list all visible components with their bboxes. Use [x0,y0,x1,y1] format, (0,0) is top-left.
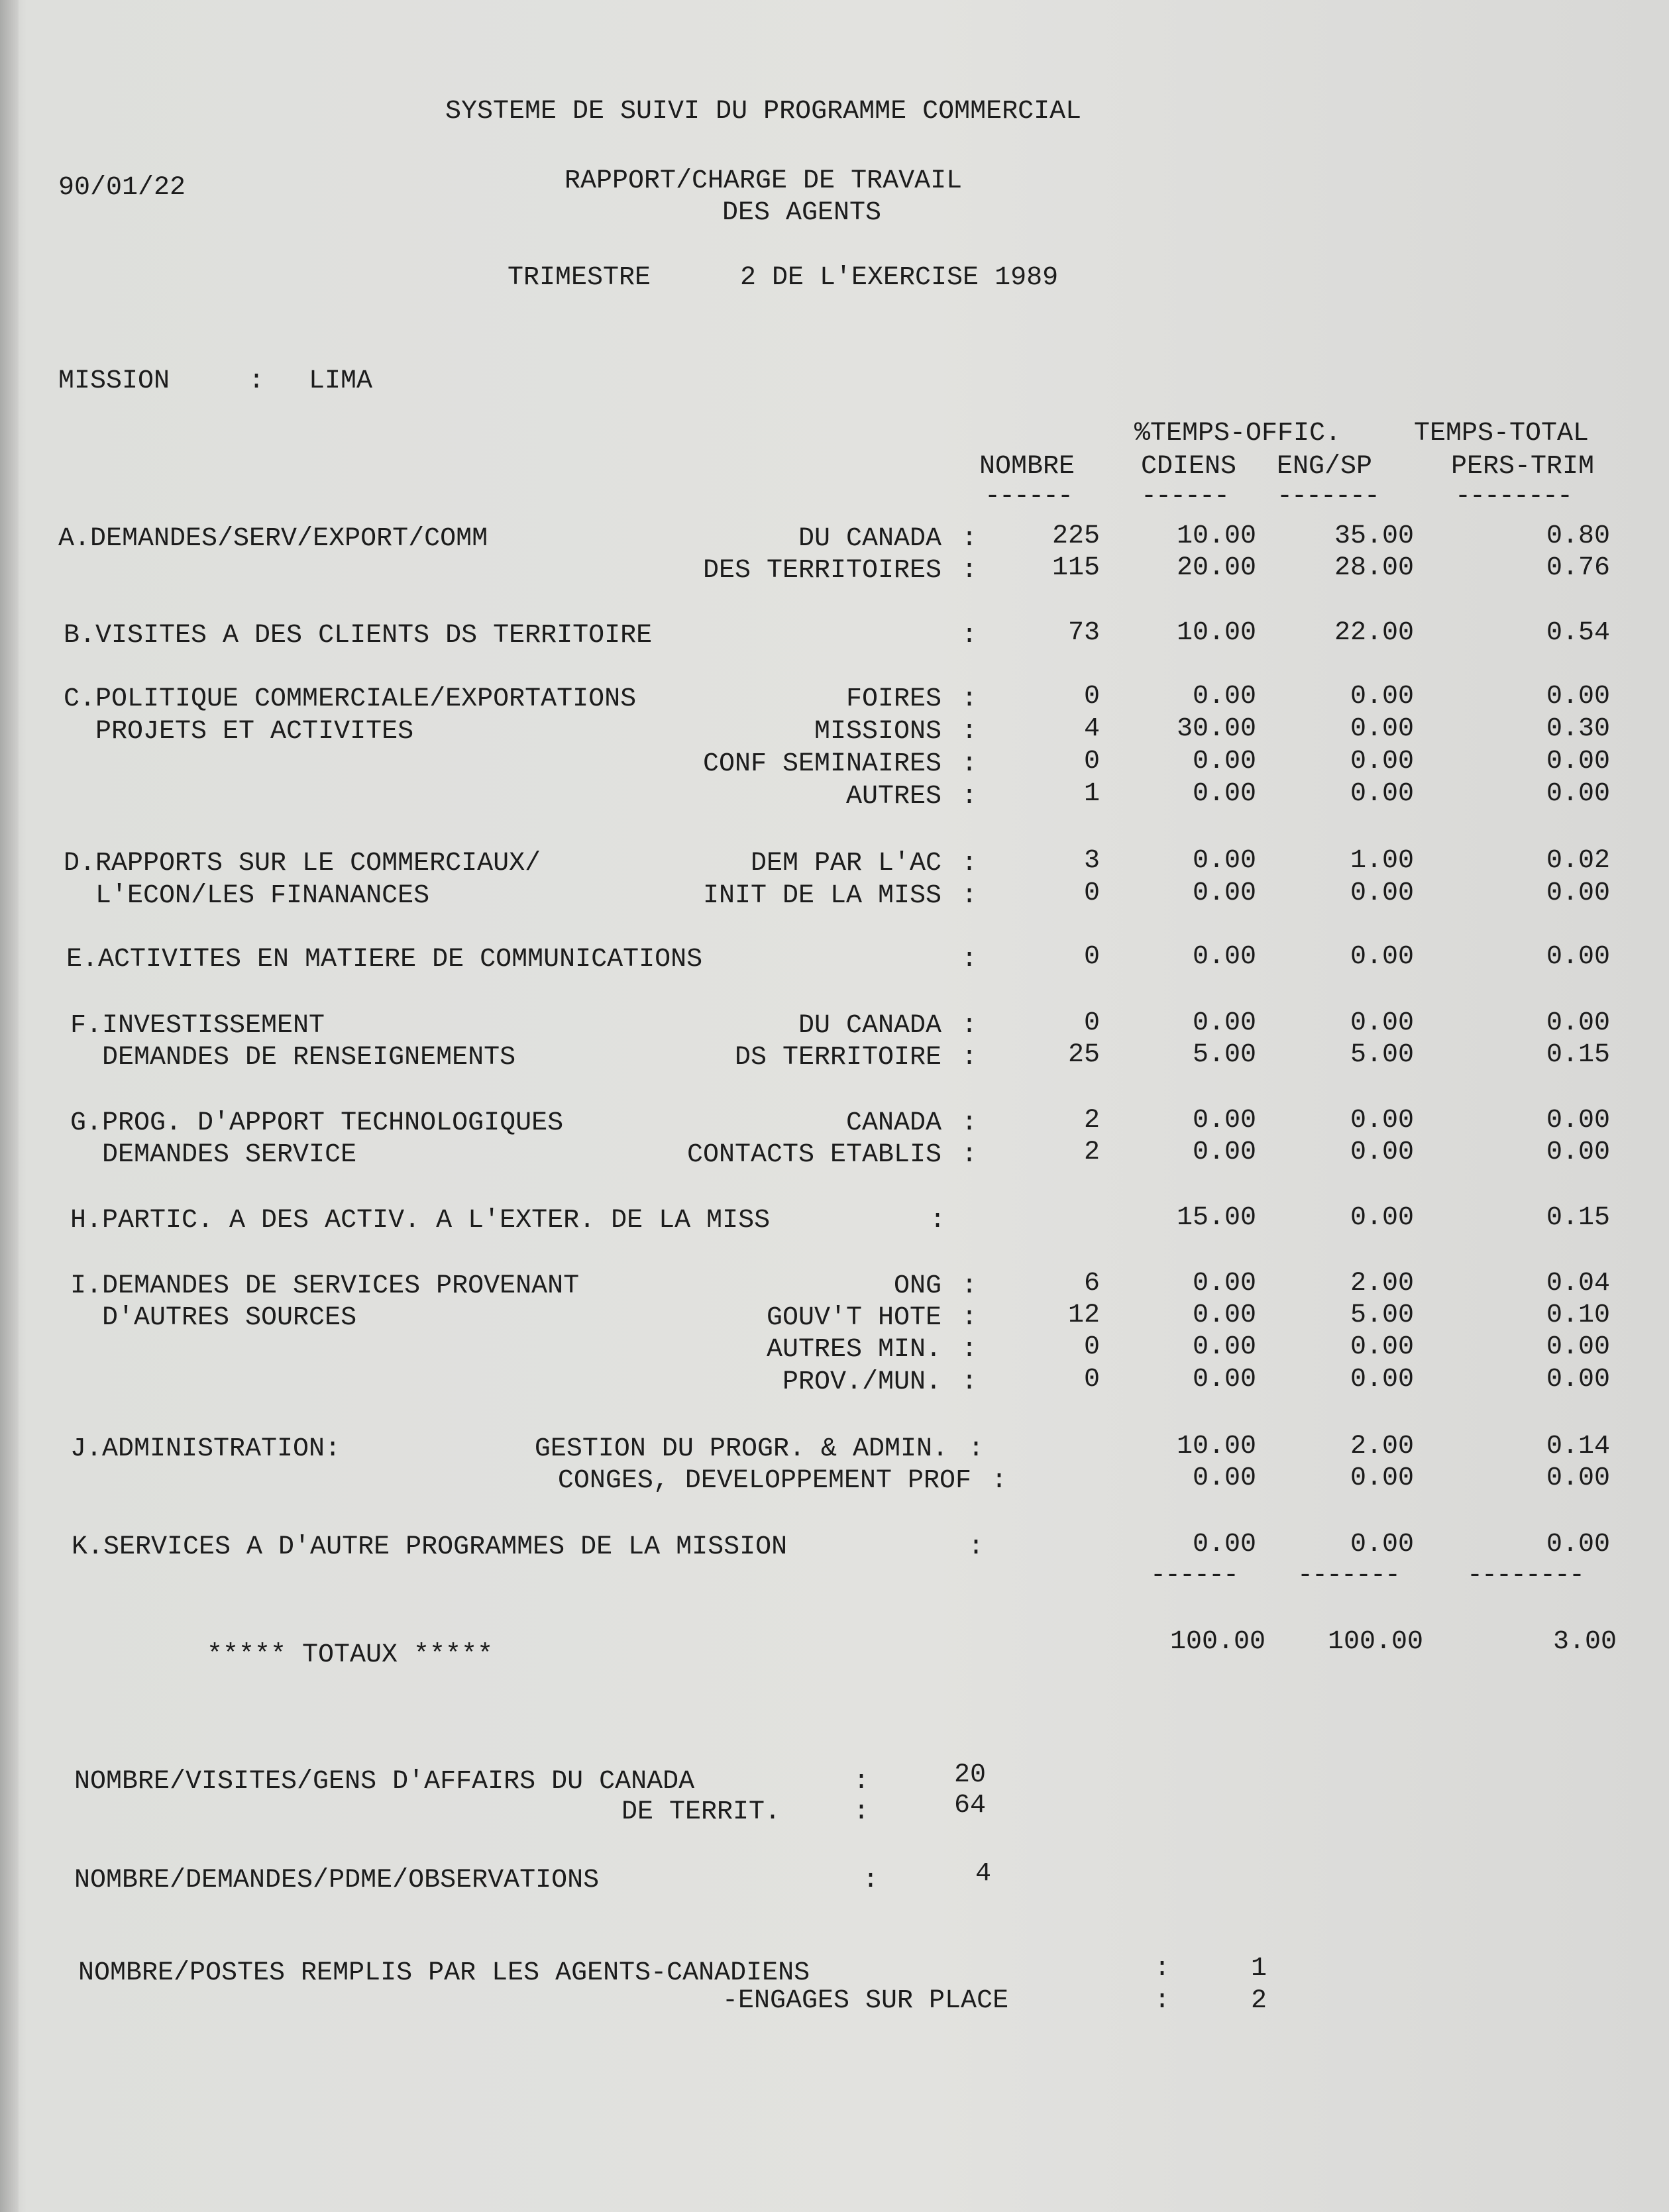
row-colon: : [961,1043,978,1073]
summary-visites-territ: 64 [954,1791,987,1820]
row-colon: : [961,1335,978,1365]
report-date: 90/01/22 [58,173,186,203]
row-cdiens: 0.00 [1192,878,1256,908]
row-nombre: 225 [1051,521,1100,551]
summary-postes-sp-label: -ENGAGES SUR PLACE [722,1986,1009,2016]
row-label: E.ACTIVITES EN MATIERE DE COMMUNICATIONS [66,945,703,974]
row-label: DEMANDES DE RENSEIGNEMENTS [70,1043,516,1073]
row-nombre: 0 [1083,878,1100,908]
column-header-nombre: NOMBRE [979,452,1075,482]
row-eng-sp: 0.00 [1350,1332,1414,1362]
column-header-pers-trim: PERS-TRIM [1451,452,1595,482]
row-cdiens: 0.00 [1192,1300,1256,1330]
row-sublabel: DU CANADA [798,1011,942,1041]
row-nombre: 73 [1067,618,1100,648]
summary-demandes-label: NOMBRE/DEMANDES/PDME/OBSERVATIONS [74,1866,600,1895]
summary-visites-territ-sep: : [853,1797,870,1827]
row-colon: : [961,881,978,911]
report-system-title: SYSTEME DE SUIVI DU PROGRAMME COMMERCIAL [445,97,1082,127]
row-pers-trim: 0.80 [1546,521,1610,551]
summary-postes-label: NOMBRE/POSTES REMPLIS PAR LES AGENTS-CANADIENS [78,1958,810,1988]
row-nombre: 1 [1083,779,1100,809]
row-colon: : [961,1140,978,1170]
row-cdiens: 0.00 [1192,779,1256,809]
summary-postes-sp: 2 [1251,1986,1267,2016]
summary-visites-canada: 20 [954,1760,987,1790]
row-cdiens: 10.00 [1176,1432,1256,1461]
row-label: C.POLITIQUE COMMERCIALE/EXPORTATIONS [64,684,637,714]
row-cdiens: 10.00 [1176,618,1256,648]
summary-visites-sep: : [853,1767,870,1797]
row-pers-trim: 0.10 [1546,1300,1610,1330]
row-nombre: 6 [1083,1269,1100,1298]
row-pers-trim: 0.00 [1546,878,1610,908]
row-cdiens: 15.00 [1176,1203,1256,1233]
row-sublabel: ONG [893,1271,942,1301]
row-colon: : [961,717,978,747]
column-rule-eng: ------- [1277,482,1379,511]
row-colon: : [961,524,978,554]
row-pers-trim: 0.00 [1546,747,1610,776]
column-header-cdiens: CDIENS [1141,452,1237,482]
summary-visites-territ-label: DE TERRIT. [621,1797,781,1827]
row-nombre: 12 [1067,1300,1100,1330]
row-pers-trim: 0.00 [1546,1463,1610,1493]
row-colon: : [961,945,978,974]
row-sublabel: CANADA [845,1108,942,1138]
row-label: D.RAPPORTS SUR LE COMMERCIAUX/ [64,849,541,878]
row-eng-sp: 35.00 [1334,521,1414,551]
row-colon: : [961,684,978,714]
row-eng-sp: 2.00 [1350,1432,1414,1461]
row-pers-trim: 0.04 [1546,1269,1610,1298]
mission-name: LIMA [309,366,373,396]
row-nombre: 0 [1083,942,1100,972]
row-cdiens: 0.00 [1192,1332,1256,1362]
row-cdiens: 0.00 [1192,1530,1256,1559]
report-title-line1: RAPPORT/CHARGE DE TRAVAIL [565,166,963,196]
row-sublabel: DEM PAR L'AC [750,849,942,878]
row-cdiens: 5.00 [1192,1040,1256,1070]
row-cdiens: 0.00 [1192,1106,1256,1135]
row-eng-sp: 5.00 [1350,1040,1414,1070]
row-pers-trim: 0.00 [1546,1530,1610,1559]
row-nombre: 3 [1083,846,1100,876]
row-pers-trim: 0.00 [1546,682,1610,711]
summary-demandes-value: 4 [975,1859,992,1889]
column-group-temps-total: TEMPS-TOTAL [1414,419,1589,448]
totals-label: ***** TOTAUX ***** [207,1640,494,1670]
mission-separator: : [248,366,265,396]
summary-demandes-sep: : [863,1866,879,1895]
summary-postes-sep: : [1154,1954,1171,1983]
row-eng-sp: 1.00 [1350,846,1414,876]
totals-rule-pers: -------- [1467,1561,1584,1591]
row-colon: : [961,1303,978,1333]
row-sublabel: GOUV'T HOTE [766,1303,942,1333]
row-pers-trim: 0.76 [1546,553,1610,583]
column-header-eng-sp: ENG/SP [1277,452,1373,482]
mission-label: MISSION [58,366,170,396]
row-eng-sp: 0.00 [1350,878,1414,908]
row-cdiens: 0.00 [1192,682,1256,711]
row-pers-trim: 0.15 [1546,1203,1610,1233]
row-eng-sp: 0.00 [1350,942,1414,972]
row-sublabel: AUTRES MIN. [766,1335,942,1365]
summary-visites-label: NOMBRE/VISITES/GENS D'AFFAIRS DU CANADA [74,1767,695,1797]
row-nombre: 0 [1083,1332,1100,1362]
row-pers-trim: 0.00 [1546,942,1610,972]
row-pers-trim: 0.54 [1546,618,1610,648]
row-pers-trim: 0.00 [1546,779,1610,809]
row-eng-sp: 22.00 [1334,618,1414,648]
row-label: K.SERVICES A D'AUTRE PROGRAMMES DE LA MISSION [72,1532,788,1562]
row-cdiens: 0.00 [1192,747,1256,776]
row-eng-sp: 0.00 [1350,1463,1414,1493]
row-nombre: 0 [1083,1365,1100,1395]
row-colon: : [961,1011,978,1041]
totals-rule-eng: ------- [1297,1561,1400,1591]
totals-rule-cdiens: ------ [1150,1561,1238,1591]
row-nombre: 25 [1067,1040,1100,1070]
row-pers-trim: 0.00 [1546,1106,1610,1135]
row-colon: : [961,749,978,779]
row-eng-sp: 2.00 [1350,1269,1414,1298]
column-rule-cdiens: ------ [1141,482,1229,511]
row-label: H.PARTIC. A DES ACTIV. A L'EXTER. DE LA MISS [70,1206,771,1236]
scan-edge-shadow [0,0,19,2212]
row-pers-trim: 0.14 [1546,1432,1610,1461]
row-sublabel: PROV./MUN. [782,1367,942,1397]
row-sublabel: DS TERRITOIRE [734,1043,942,1073]
report-title-line2: DES AGENTS [722,198,882,228]
row-colon: : [968,1532,985,1562]
summary-postes-sp-sep: : [1154,1986,1171,2016]
row-sublabel: INIT DE LA MISS [702,881,942,911]
totals-eng: 100.00 [1327,1627,1423,1657]
row-eng-sp: 28.00 [1334,553,1414,583]
row-label: B.VISITES A DES CLIENTS DS TERRITOIRE [64,621,653,651]
row-eng-sp: 0.00 [1350,779,1414,809]
row-sublabel: MISSIONS [814,717,942,747]
row-pers-trim: 0.00 [1546,1137,1610,1167]
column-rule-nombre: ------ [985,482,1073,511]
row-label: PROJETS ET ACTIVITES [64,717,414,747]
row-colon: : [991,1466,1008,1496]
row-label: F.INVESTISSEMENT [70,1011,325,1041]
row-sublabel: CONF SEMINAIRES [702,749,942,779]
row-label: L'ECON/LES FINANANCES [64,881,430,911]
row-sublabel: GESTION DU PROGR. & ADMIN. [534,1434,948,1464]
row-cdiens: 20.00 [1176,553,1256,583]
row-sublabel: CONTACTS ETABLIS [686,1140,942,1170]
row-colon: : [930,1206,946,1236]
row-eng-sp: 0.00 [1350,1106,1414,1135]
trimestre-value: 2 DE L'EXERCISE 1989 [740,263,1059,293]
row-pers-trim: 0.02 [1546,846,1610,876]
row-colon: : [961,782,978,812]
row-eng-sp: 0.00 [1350,747,1414,776]
row-nombre: 4 [1083,714,1100,744]
row-eng-sp: 0.00 [1350,1137,1414,1167]
row-cdiens: 0.00 [1192,1365,1256,1395]
row-cdiens: 10.00 [1176,521,1256,551]
totals-pers: 3.00 [1552,1627,1617,1657]
totals-cdiens: 100.00 [1169,1627,1265,1657]
row-pers-trim: 0.30 [1546,714,1610,744]
row-sublabel: DU CANADA [798,524,942,554]
row-colon: : [961,1271,978,1301]
row-cdiens: 0.00 [1192,942,1256,972]
row-label: J.ADMINISTRATION: [70,1434,341,1464]
row-cdiens: 30.00 [1176,714,1256,744]
column-rule-pers: -------- [1455,482,1572,511]
row-eng-sp: 0.00 [1350,682,1414,711]
row-cdiens: 0.00 [1192,1269,1256,1298]
row-colon: : [961,556,978,586]
row-nombre: 0 [1083,1008,1100,1038]
row-eng-sp: 0.00 [1350,714,1414,744]
row-nombre: 0 [1083,747,1100,776]
row-label: D'AUTRES SOURCES [70,1303,357,1333]
row-cdiens: 0.00 [1192,1137,1256,1167]
row-cdiens: 0.00 [1192,1008,1256,1038]
row-colon: : [961,1108,978,1138]
row-eng-sp: 0.00 [1350,1365,1414,1395]
row-eng-sp: 0.00 [1350,1008,1414,1038]
summary-postes-canadiens: 1 [1251,1954,1267,1983]
row-sublabel: DES TERRITOIRES [702,556,942,586]
row-label: I.DEMANDES DE SERVICES PROVENANT [70,1271,580,1301]
row-colon: : [968,1434,985,1464]
row-sublabel: FOIRES [845,684,942,714]
row-colon: : [961,621,978,651]
row-eng-sp: 5.00 [1350,1300,1414,1330]
row-nombre: 115 [1051,553,1100,583]
row-eng-sp: 0.00 [1350,1203,1414,1233]
row-label: DEMANDES SERVICE [70,1140,357,1170]
row-sublabel: CONGES, DEVELOPPEMENT PROF [557,1466,971,1496]
trimestre-label: TRIMESTRE [508,263,651,293]
row-nombre: 2 [1083,1106,1100,1135]
row-colon: : [961,1367,978,1397]
row-cdiens: 0.00 [1192,1463,1256,1493]
row-pers-trim: 0.00 [1546,1008,1610,1038]
column-group-temps-offic: %TEMPS-OFFIC. [1134,419,1342,448]
row-pers-trim: 0.00 [1546,1332,1610,1362]
row-pers-trim: 0.15 [1546,1040,1610,1070]
row-eng-sp: 0.00 [1350,1530,1414,1559]
row-label: G.PROG. D'APPORT TECHNOLOGIQUES [70,1108,564,1138]
row-pers-trim: 0.00 [1546,1365,1610,1395]
row-colon: : [961,849,978,878]
row-label: A.DEMANDES/SERV/EXPORT/COMM [58,524,488,554]
row-nombre: 2 [1083,1137,1100,1167]
row-nombre: 0 [1083,682,1100,711]
row-sublabel: AUTRES [845,782,942,812]
row-cdiens: 0.00 [1192,846,1256,876]
